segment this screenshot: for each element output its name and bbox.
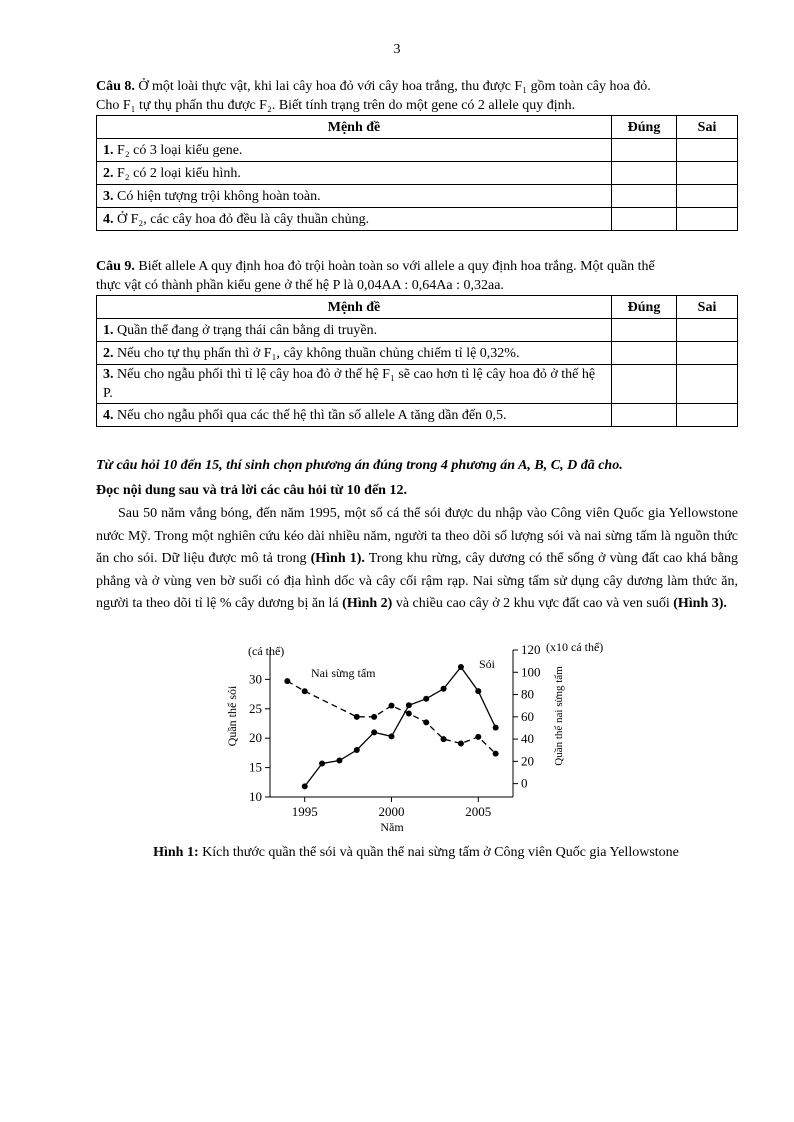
data-point-nai — [284, 678, 290, 684]
statement-cell — [97, 185, 612, 208]
false-answer-cell[interactable] — [677, 404, 738, 427]
passage — [96, 503, 738, 616]
true-answer-cell[interactable] — [612, 319, 677, 342]
statement-number: 3. — [103, 367, 114, 382]
data-point-soi — [319, 760, 325, 766]
page-number: 3 — [393, 42, 401, 57]
left-tick-label: 20 — [249, 730, 262, 746]
figure-1-ref: (Hình 1). — [310, 551, 365, 566]
passage-part-2: Trong khu rừng, cây dương có thể sống ở vùng đất cao khá bằng phẳng và ở vùng ven bờ suối có địa hình dốc và cây cối rậm rạp. Nai sừng tấm sử dụng cây dương làm thức ăn, người ta theo dõi tỉ lệ % cây dương bị ăn lá — [96, 551, 738, 611]
population-chart — [215, 632, 635, 842]
table-row — [97, 404, 738, 427]
data-point-soi — [423, 696, 429, 702]
left-tick-label: 10 — [249, 789, 262, 804]
statement-number: 1. — [103, 322, 114, 338]
figure-3-ref: (Hình 3). — [673, 596, 727, 611]
question-9-text — [96, 257, 738, 295]
header-true: Đúng — [612, 296, 677, 319]
statement-text: Ở F₂, các cây hoa đỏ đều là cây thuần chủng. — [117, 211, 370, 227]
statement-text: Nếu cho tự thụ phấn thì ở F₁, cây không thuần chủng chiếm tỉ lệ 0,32%. — [117, 345, 520, 361]
data-point-soi — [302, 783, 308, 789]
left-axis-label: Quần thể sói — [225, 685, 239, 747]
right-tick-label: 0 — [521, 775, 528, 791]
right-tick-label: 60 — [521, 708, 534, 724]
statement-number: 1. — [103, 142, 114, 158]
table-row — [97, 342, 738, 365]
false-answer-cell[interactable] — [677, 162, 738, 185]
statement-cell — [97, 208, 612, 231]
statement-cell — [97, 139, 612, 162]
false-answer-cell[interactable] — [677, 208, 738, 231]
statement-text: Nếu cho ngẫu phối qua các thế hệ thì tần số allele A tăng dần đến 0,5. — [117, 407, 507, 423]
table-row — [97, 162, 738, 185]
statement-text: F₂ có 3 loại kiểu gene. — [117, 142, 243, 158]
right-tick-label: 120 — [521, 642, 541, 657]
data-point-nai — [302, 688, 308, 694]
header-false: Sai — [677, 116, 738, 139]
read-instruction: Đọc nội dung sau và trả lời các câu hỏi từ 10 đến 12. — [96, 483, 407, 498]
right-tick-label: 40 — [521, 731, 534, 747]
section-intro — [96, 456, 738, 616]
statement-cell — [97, 342, 612, 365]
table-row — [97, 185, 738, 208]
true-answer-cell[interactable] — [612, 185, 677, 208]
question-8-label: Câu 8. — [96, 79, 135, 94]
data-point-nai — [458, 741, 464, 747]
figure-caption — [0, 845, 794, 861]
series-line-soi — [305, 667, 496, 786]
statement-text: Có hiện tượng trội không hoàn toàn. — [117, 188, 321, 204]
right-tick-label: 20 — [521, 753, 534, 769]
passage-part-3: và chiều cao cây ở 2 khu vực đất cao và ven suối — [392, 596, 674, 611]
statement-cell — [97, 319, 612, 342]
series-label-nai: Nai sừng tấm — [311, 666, 376, 680]
figure-2-ref: (Hình 2) — [342, 596, 393, 611]
false-answer-cell[interactable] — [677, 319, 738, 342]
data-point-soi — [336, 758, 342, 764]
data-point-nai — [371, 714, 377, 720]
question-8-text — [96, 77, 738, 115]
statement-number: 2. — [103, 345, 114, 361]
header-false: Sai — [677, 296, 738, 319]
data-point-soi — [371, 729, 377, 735]
table-row — [97, 139, 738, 162]
right-tick-label: 80 — [521, 686, 534, 702]
statement-number: 4. — [103, 407, 114, 423]
data-point-nai — [406, 710, 412, 716]
data-point-soi — [475, 688, 481, 694]
data-point-nai — [493, 751, 499, 757]
data-point-soi — [441, 686, 447, 692]
data-point-nai — [423, 719, 429, 725]
statement-cell — [97, 162, 612, 185]
passage-part-1: Sau 50 năm vắng bóng, đến năm 1995, một số cá thể sói được du nhập vào Công viên Quốc gia Yellowstone nước Mỹ. Trong một nghiên cứu kéo dài nhiều năm, người ta theo dõi số lượng sói và nai sừng tấm là nguồn thức ăn cho sói. Dữ liệu được mô tả trong — [96, 506, 738, 566]
question-8-line2: Cho F₁ tự thụ phấn thu được F₂. Biết tính trạng trên do một gene có 2 allele quy định. — [96, 98, 576, 113]
x-axis-label: Năm — [380, 820, 404, 834]
data-point-nai — [475, 734, 481, 740]
series-label-soi: Sói — [479, 657, 496, 671]
caption-label: Hình 1: — [153, 845, 199, 860]
left-tick-label: 30 — [249, 671, 262, 687]
true-answer-cell[interactable] — [612, 139, 677, 162]
false-answer-cell[interactable] — [677, 185, 738, 208]
caption-text: Kích thước quần thể sói và quần thể nai sừng tấm ở Công viên Quốc gia Yellowstone — [198, 845, 679, 860]
statement-number: 4. — [103, 211, 114, 227]
true-answer-cell[interactable] — [612, 342, 677, 365]
statement-number: 3. — [103, 188, 114, 204]
x-tick-label: 2005 — [465, 804, 492, 819]
true-answer-cell[interactable] — [612, 208, 677, 231]
table-header-row — [97, 296, 738, 319]
question-8-table — [96, 115, 738, 231]
data-point-nai — [354, 714, 360, 720]
x-tick-label: 2000 — [378, 804, 405, 819]
data-point-soi — [389, 733, 395, 739]
section-instruction: Từ câu hỏi 10 đến 15, thí sinh chọn phương án đúng trong 4 phương án A, B, C, D đã cho. — [96, 458, 623, 473]
question-9-line1: Biết allele A quy định hoa đỏ trội hoàn toàn so với allele a quy định hoa trắng. Một quần thể — [138, 259, 655, 274]
data-point-soi — [493, 725, 499, 731]
right-axis-label: Quần thể nai sừng tấm — [553, 666, 565, 766]
left-tick-label: 25 — [249, 700, 262, 716]
statement-text: Nếu cho ngẫu phối thì tỉ lệ cây hoa đỏ ở thế hệ F₁ sẽ cao hơn tỉ lệ cây hoa đỏ ở thế hệ P. — [103, 367, 596, 401]
statement-cell — [97, 365, 612, 404]
statement-cell — [97, 404, 612, 427]
question-9-table — [96, 295, 738, 427]
data-point-soi — [354, 747, 360, 753]
table-row — [97, 208, 738, 231]
data-point-nai — [389, 703, 395, 709]
data-point-soi — [458, 664, 464, 670]
table-row — [97, 319, 738, 342]
statement-text: Quần thể đang ở trạng thái cân bằng di truyền. — [117, 322, 378, 338]
data-point-soi — [406, 702, 412, 708]
true-answer-cell[interactable] — [612, 162, 677, 185]
left-unit-label: (cá thể) — [248, 644, 285, 658]
question-8 — [96, 77, 738, 231]
series-line-nai — [287, 681, 495, 753]
true-answer-cell[interactable] — [612, 365, 677, 404]
statement-number: 2. — [103, 165, 114, 181]
statement-text: F₂ có 2 loại kiểu hình. — [117, 165, 241, 181]
table-row — [97, 365, 738, 404]
question-9-label: Câu 9. — [96, 259, 135, 274]
table-header-row — [97, 116, 738, 139]
false-answer-cell[interactable] — [677, 139, 738, 162]
data-point-nai — [441, 736, 447, 742]
right-unit-label: (x10 cá thể) — [546, 640, 604, 654]
false-answer-cell[interactable] — [677, 342, 738, 365]
x-tick-label: 1995 — [291, 804, 318, 819]
false-answer-cell[interactable] — [677, 365, 738, 404]
left-tick-label: 15 — [249, 759, 262, 775]
header-statement: Mệnh đề — [97, 116, 612, 139]
question-8-line1: Ở một loài thực vật, khi lai cây hoa đỏ với cây hoa trắng, thu được F₁ gồm toàn cây hoa đỏ. — [138, 79, 651, 94]
true-answer-cell[interactable] — [612, 404, 677, 427]
question-9-line2: thực vật có thành phần kiểu gene ở thế hệ P là 0,04AA : 0,64Aa : 0,32aa. — [96, 278, 504, 293]
question-9 — [96, 257, 738, 427]
header-true: Đúng — [612, 116, 677, 139]
right-tick-label: 100 — [521, 664, 541, 680]
header-statement: Mệnh đề — [97, 296, 612, 319]
